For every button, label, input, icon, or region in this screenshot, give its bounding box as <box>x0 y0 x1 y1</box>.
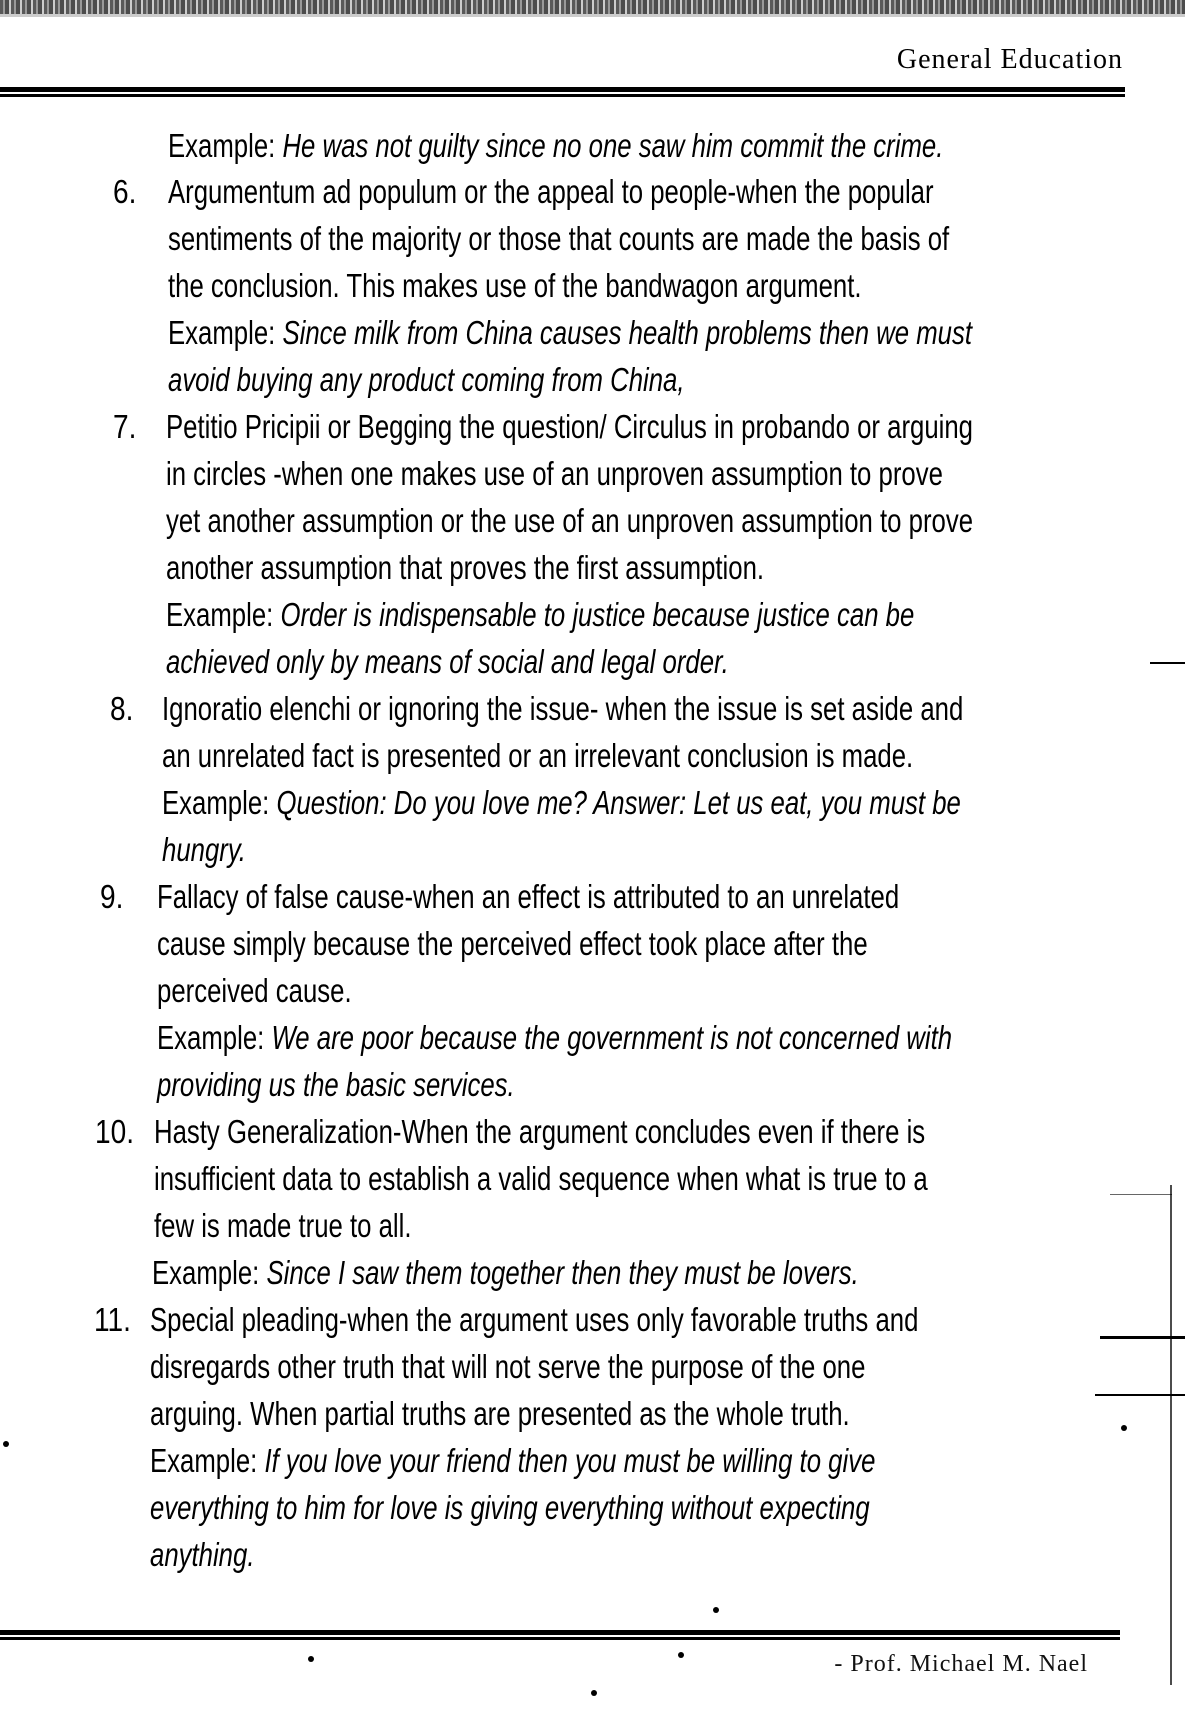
scan-speck <box>713 1607 719 1613</box>
item-example <box>157 1018 952 1058</box>
item-number: 11. <box>94 1301 131 1338</box>
example-text: hungry. <box>162 831 246 868</box>
item-line: in circles -when one makes use of an unproven assumption to prove <box>166 455 943 492</box>
example-label: Example: <box>150 1442 258 1479</box>
example-text: Since milk from China causes health problems then we must <box>282 314 973 351</box>
example-text: everything to him for love is giving everything without expecting <box>150 1489 870 1526</box>
scan-speck <box>3 1441 9 1447</box>
margin-mark <box>1150 662 1185 664</box>
scan-speck <box>591 1690 597 1696</box>
item-line: an unrelated fact is presented or an irrelevant conclusion is made. <box>162 737 914 774</box>
intro-example <box>168 126 943 166</box>
scan-edge-top-shadow <box>0 14 1185 17</box>
example-label: Example: <box>168 314 276 351</box>
header-double-rule <box>0 87 1125 97</box>
item-line: Argumentum ad populum or the appeal to people-when the popular <box>168 173 934 210</box>
item-line: another assumption that proves the first assumption. <box>166 549 765 586</box>
scan-speck <box>308 1656 314 1662</box>
example-text: anything. <box>150 1536 255 1573</box>
item-line: few is made true to all. <box>154 1207 412 1244</box>
item-number: 7. <box>113 408 137 445</box>
example-text: Order is indispensable to justice because justice can be <box>280 596 915 633</box>
item-number: 10. <box>95 1113 134 1150</box>
example-label: Example: <box>166 596 274 633</box>
example-text: avoid buying any product coming from China, <box>168 361 685 398</box>
item-example <box>152 1253 859 1293</box>
example-label: Example: <box>152 1254 260 1291</box>
footer-double-rule <box>0 1630 1120 1640</box>
item-line: perceived cause. <box>157 972 352 1009</box>
item-example <box>168 313 972 353</box>
margin-mark <box>1110 1194 1172 1195</box>
example-label: Example: <box>157 1019 265 1056</box>
example-text: achieved only by means of social and legal order. <box>166 643 729 680</box>
example-text: We are poor because the government is not concerned with <box>271 1019 953 1056</box>
example-label: Example: <box>168 127 276 164</box>
footer-author: - Prof. Michael M. Nael <box>834 1651 1088 1677</box>
margin-mark <box>1100 1336 1185 1339</box>
item-line: the conclusion. This makes use of the bandwagon argument. <box>168 267 862 304</box>
item-example <box>150 1441 875 1481</box>
item-line: Fallacy of false cause-when an effect is attributed to an unrelated <box>157 878 900 915</box>
item-line: Special pleading-when the argument uses only favorable truths and <box>150 1301 919 1338</box>
example-text: He was not guilty since no one saw him commit the crime. <box>282 127 944 164</box>
item-line: cause simply because the perceived effect took place after the <box>157 925 868 962</box>
item-example <box>162 783 961 823</box>
example-text: If you love your friend then you must be willing to give <box>264 1442 876 1479</box>
scan-speck <box>1121 1425 1127 1431</box>
item-line: arguing. When partial truths are presented as the whole truth. <box>150 1395 850 1432</box>
item-line: sentiments of the majority or those that counts are made the basis of <box>168 220 950 257</box>
item-number: 9. <box>100 878 124 915</box>
item-example <box>166 595 914 635</box>
item-line: insufficient data to establish a valid sequence when what is true to a <box>154 1160 928 1197</box>
item-line: Ignoratio elenchi or ignoring the issue- when the issue is set aside and <box>162 690 964 727</box>
example-label: Example: <box>162 784 270 821</box>
item-line: Hasty Generalization-When the argument concludes even if there is <box>154 1113 926 1150</box>
margin-mark <box>1095 1394 1185 1396</box>
item-line: yet another assumption or the use of an unproven assumption to prove <box>166 502 974 539</box>
item-number: 8. <box>110 690 134 727</box>
example-text: Question: Do you love me? Answer: Let us eat, you must be <box>276 784 961 821</box>
binding-edge-line <box>1170 1185 1172 1685</box>
scan-speck <box>678 1652 684 1658</box>
running-header: General Education <box>896 44 1123 75</box>
item-line: Petitio Pricipii or Begging the question/ Circulus in probando or arguing <box>166 408 973 445</box>
scan-edge-top <box>0 0 1185 14</box>
example-text: providing us the basic services. <box>157 1066 515 1103</box>
example-text: Since I saw them together then they must be lovers. <box>266 1254 859 1291</box>
item-number: 6. <box>113 173 137 210</box>
item-line: disregards other truth that will not serve the purpose of the one <box>150 1348 866 1385</box>
